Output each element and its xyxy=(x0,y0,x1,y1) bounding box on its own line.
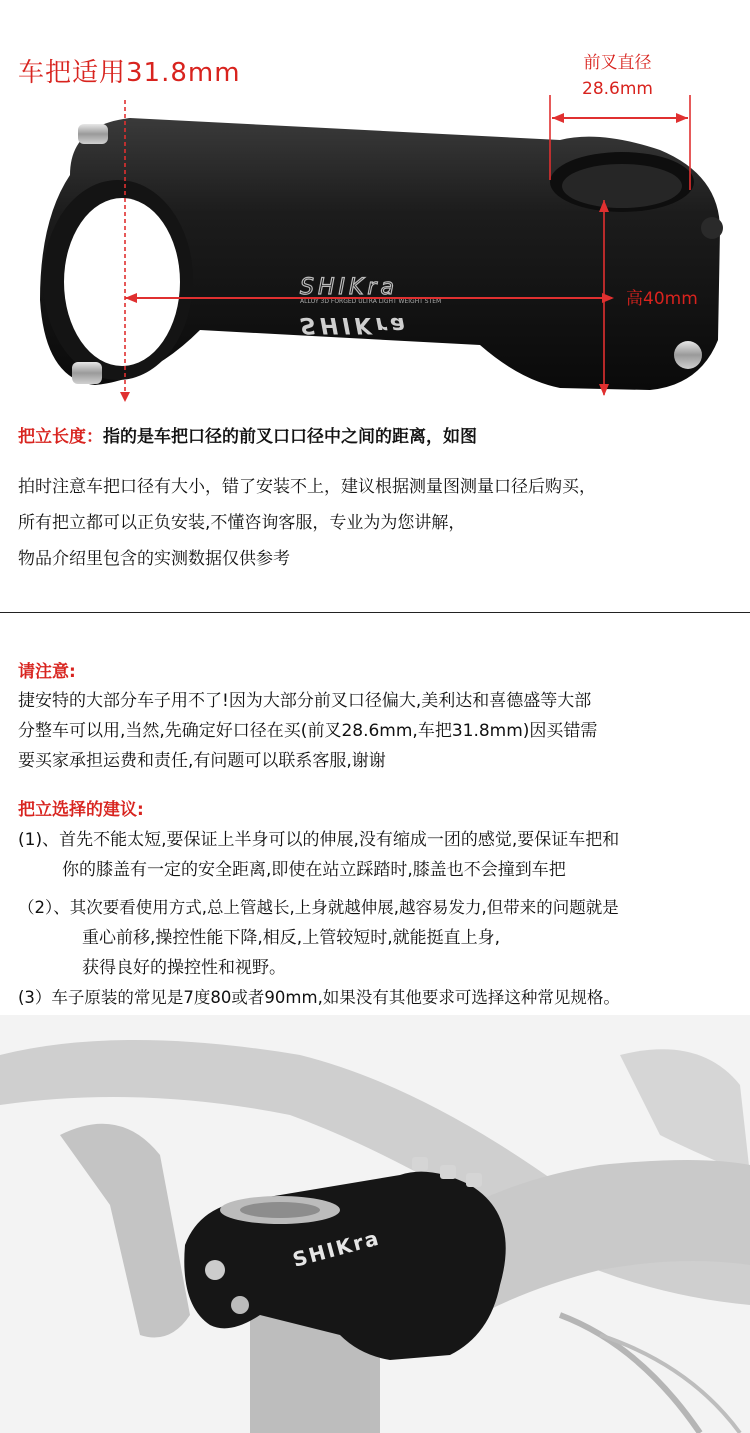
note-line: 所有把立都可以正负安装,不懂咨询客服，专业为为您讲解， xyxy=(18,513,466,533)
note-line: 物品介绍里包含的实测数据仅供参考 xyxy=(18,549,290,569)
advice-item-1-line-1: (1)、首先不能太短,要保证上半身可以的伸展,没有缩成一团的感觉,要保证车把和 xyxy=(18,830,620,850)
stem-length-line xyxy=(18,421,477,453)
notes-block xyxy=(18,469,738,577)
attention-block xyxy=(18,686,738,776)
advice-item-2-line-1: （2）、其次要看使用方式,总上管越长,上身就越伸展,越容易发力,但带来的问题就是 xyxy=(18,898,619,917)
fork-diameter-label xyxy=(570,50,665,102)
advice-item-3: (3）车子原装的常见是7度80或者90mm,如果没有其他要求可选择这种常见规格。 xyxy=(18,988,620,1007)
brand-text: SHIKra xyxy=(300,275,398,300)
bike-photo-illustration xyxy=(0,1015,750,1433)
section-divider xyxy=(0,612,750,613)
attention-title: 请注意: xyxy=(18,662,76,682)
advice-title: 把立选择的建议: xyxy=(18,800,144,820)
attention-line: 要买家承担运费和责任,有问题可以联系客服,谢谢 xyxy=(18,751,386,771)
advice-item-2-line-2: 重心前移,操控性能下降,相反,上管较短时,就能挺直上身, xyxy=(82,928,501,948)
stem-length-label: 把立长度： xyxy=(18,427,103,447)
attention-line: 捷安特的大部分车子用不了!因为大部分前叉口径偏大,美利达和喜德盛等大部 xyxy=(18,691,592,711)
brand-subtext: ALLOY 3D FORGED ULTRA LIGHT WEIGHT STEM xyxy=(300,298,442,305)
stem-length-text: 指的是车把口径的前叉口口径中之间的距离，如图 xyxy=(103,427,477,447)
photo-brand-text: SHIKra xyxy=(290,1225,383,1272)
brand-text-mirrored: SHIKra xyxy=(300,312,410,337)
attention-line: 分整车可以用,当然,先确定好口径在买(前叉28.6mm,车把31.8mm)因买错需 xyxy=(18,721,598,741)
handlebar-diameter-label: 车把适用31.8mm xyxy=(18,58,241,88)
fork-diameter-value: 28.6mm xyxy=(582,79,653,99)
height-label: 高40mm xyxy=(626,289,698,309)
fork-diameter-title: 前叉直径 xyxy=(583,53,652,73)
mounted-stem-photo xyxy=(0,1015,750,1433)
advice-item-1-line-2: 你的膝盖有一定的安全距离,即使在站立踩踏时,膝盖也不会撞到车把 xyxy=(62,860,566,880)
stem-diagram xyxy=(0,0,750,420)
advice-item-2-line-3: 获得良好的操控性和视野。 xyxy=(82,958,286,978)
note-line: 拍时注意车把口径有大小，错了安装不上，建议根据测量图测量口径后购买， xyxy=(18,477,596,497)
